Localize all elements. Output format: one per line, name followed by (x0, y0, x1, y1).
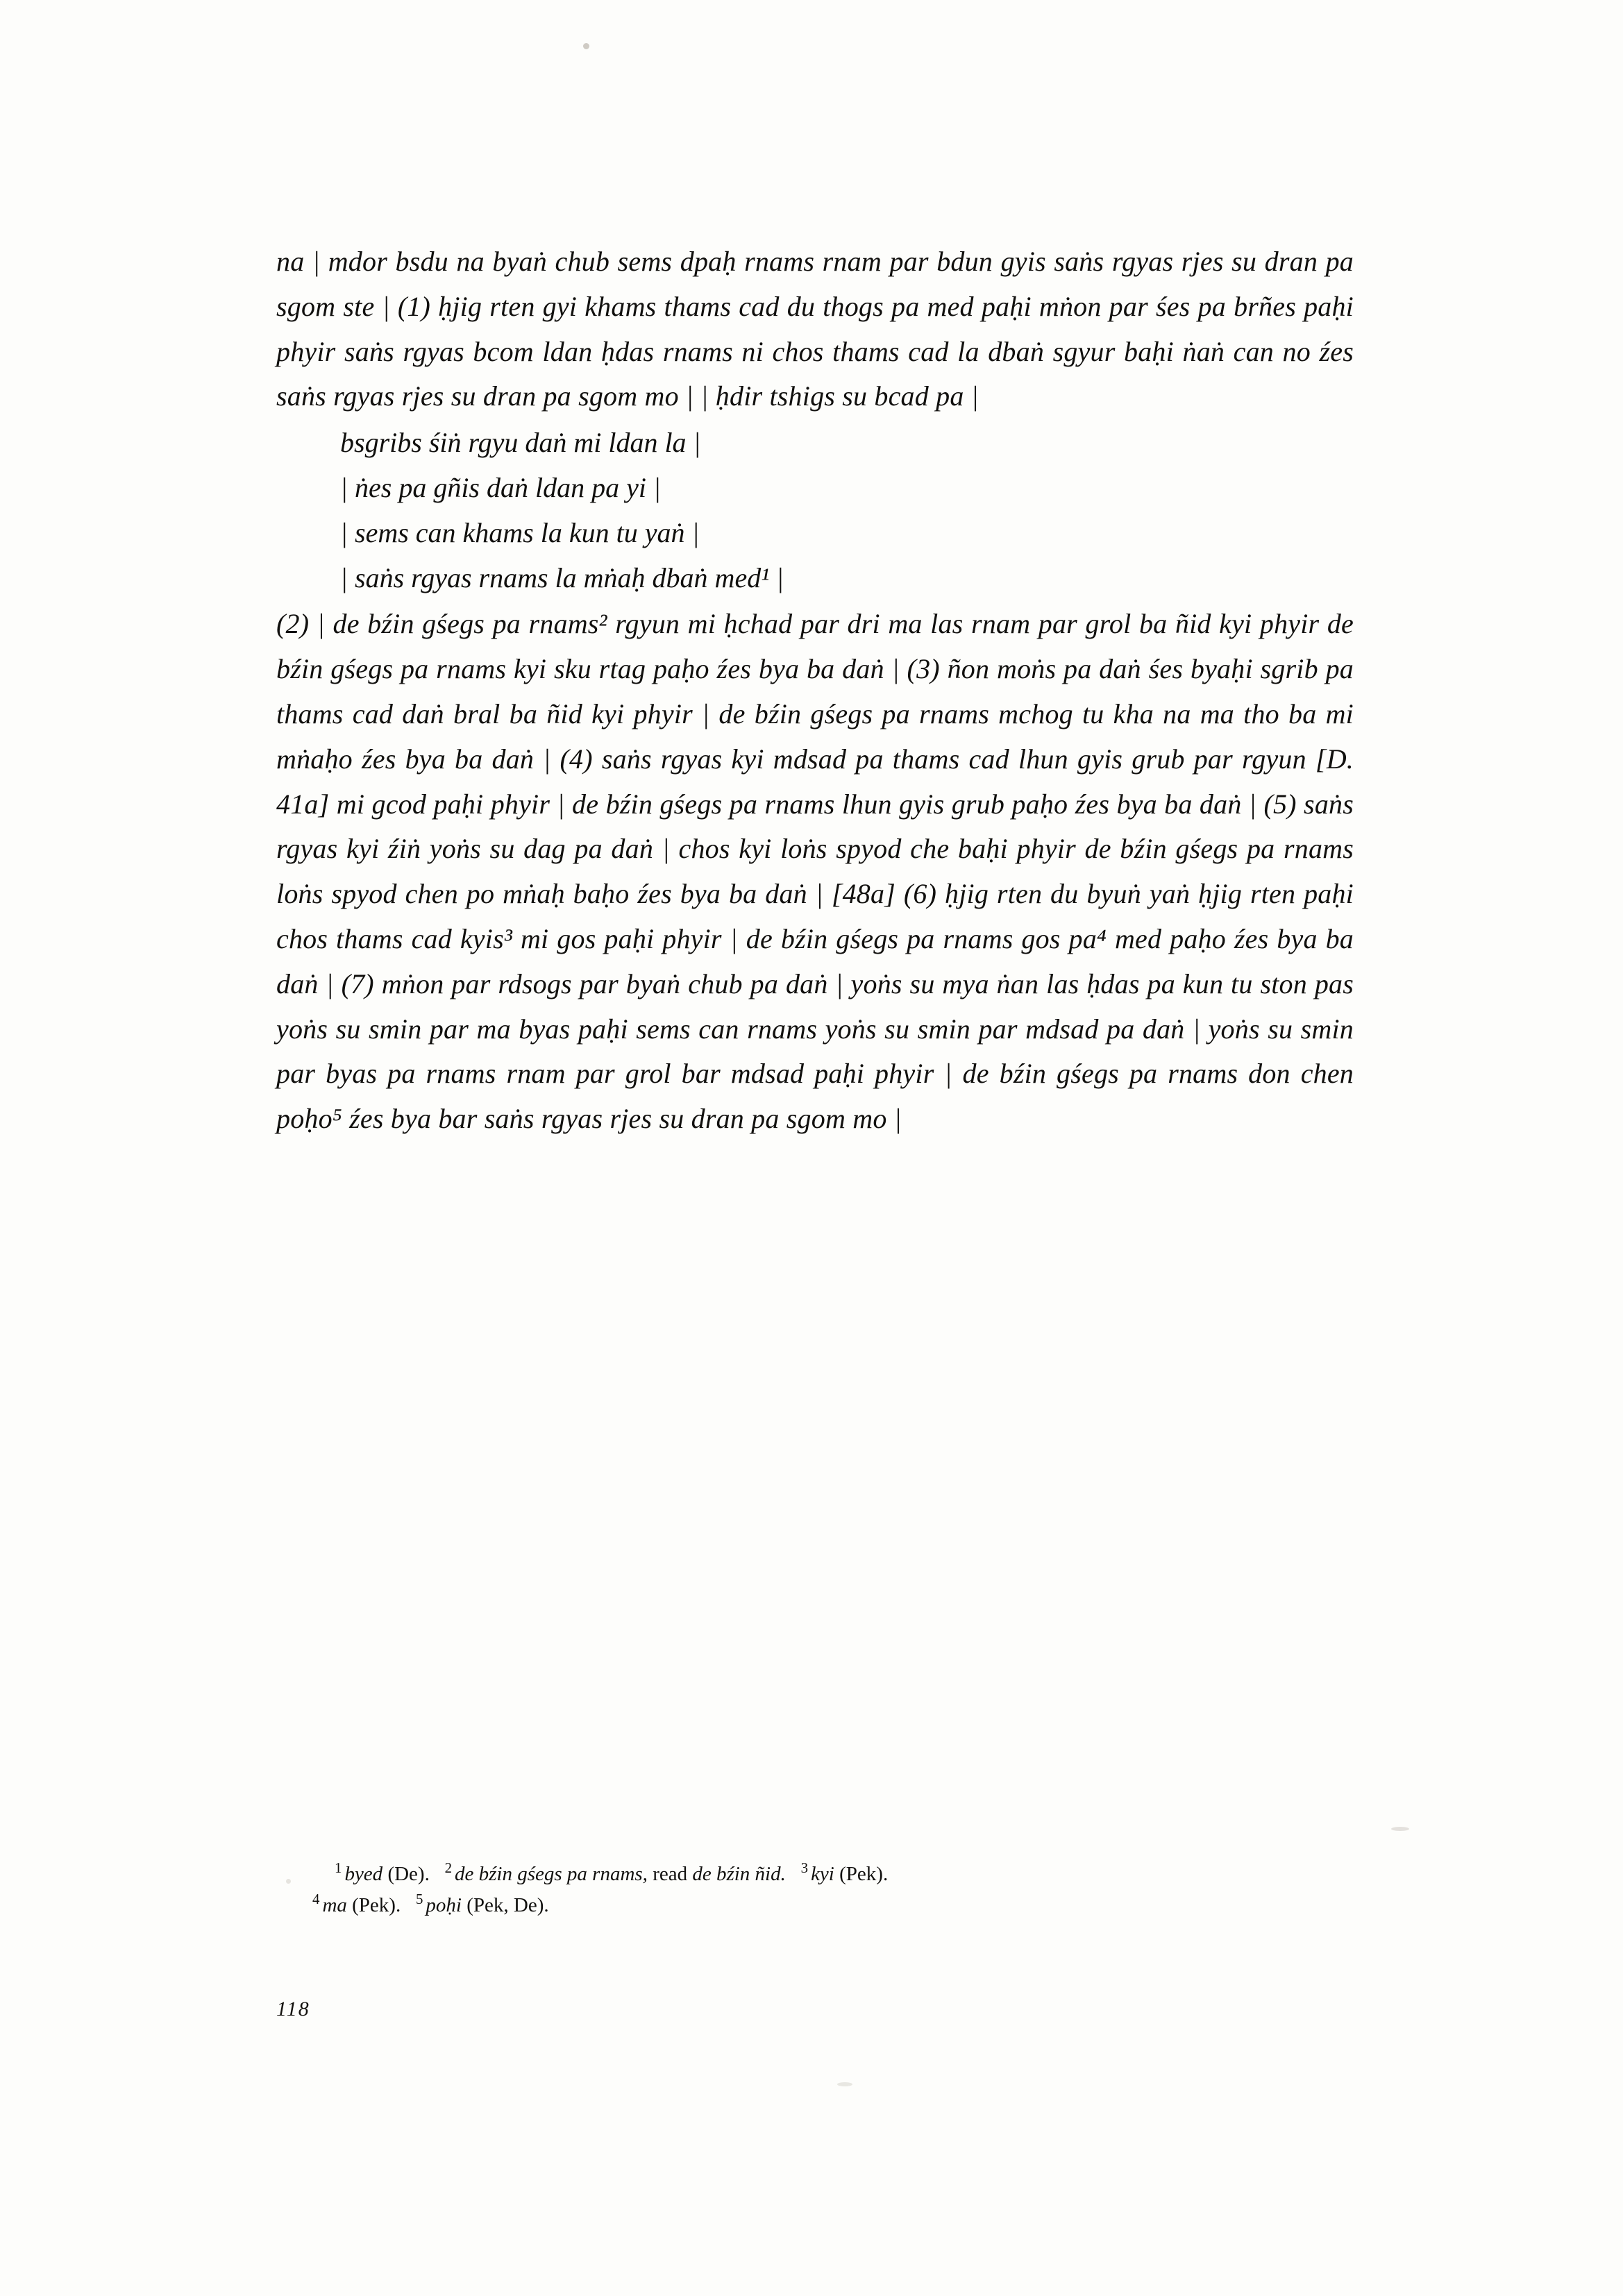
paragraph-second: (2) | de bźin gśegs pa rnams² rgyun mi ḥchad par dri ma las rnam par grol ba ñid kyi phyir de bźin gśegs pa rnams kyi sku rtag paḥo źes bya ba daṅ | (3) ñon moṅs pa daṅ śes byaḥi sgrib pa thams cad daṅ bral ba ñid kyi phyir | de bźin gśegs pa rnams mchog tu kha na ma tho ba mi mṅaḥo źes bya ba daṅ | (4) saṅs rgyas kyi mdsad pa thams cad lhun gyis grub par rgyun [D. 41a] mi gcod paḥi phyir | de bźin gśegs pa rnams lhun gyis grub paḥo źes bya ba daṅ | (5) saṅs rgyas kyi źiṅ yoṅs su dag pa daṅ | chos kyi loṅs spyod che baḥi phyir de bźin gśegs pa rnams loṅs spyod chen po mṅaḥ baḥo źes bya ba daṅ | [48a] (6) ḥjig rten du byuṅ yaṅ ḥjig rten paḥi chos thams cad kyis³ mi gos paḥi phyir | de bźin gśegs pa rnams gos pa⁴ med paḥo źes bya ba daṅ | (7) mṅon par rdsogs par byaṅ chub pa daṅ | yoṅs su mya ṅan las ḥdas pa kun tu ston pas yoṅs su smin par ma byas paḥi sems can rnams yoṅs su smin par mdsad pa daṅ | yoṅs su smin par byas pa rnams rnam par grol bar mdsad paḥi phyir | de bźin gśegs pa rnams don chen poḥo⁵ źes bya bar saṅs rgyas rjes su dran pa sgom mo | (276, 608, 1354, 1135)
footnote-source: (De). (387, 1863, 430, 1885)
paragraph-first: na | mdor bsdu na byaṅ chub sems dpaḥ rnams rnam par bdun gyis saṅs rgyas rjes su dran pa sgom ste | (1) ḥjig rten gyi khams thams cad du thogs pa med paḥi mṅon par śes pa brñes paḥi phyir saṅs rgyas bcom ldan ḥdas rnams ni chos thams cad la dbaṅ sgyur baḥi ṅaṅ can no źes saṅs rgyas rjes su dran pa sgom mo | | ḥdir tshigs su bcad pa | (276, 246, 1354, 412)
footnote-text: poḥi (426, 1893, 462, 1916)
footnote-text: ma (322, 1893, 347, 1916)
footnote-line-2 (276, 1890, 1354, 1921)
verse-line: | saṅs rgyas rnams la mṅaḥ dbaṅ med¹ | (340, 562, 784, 593)
footnote-text: de bźin gśegs pa rnams, (455, 1863, 648, 1885)
footnote-note: read (653, 1863, 688, 1885)
footnote-source: (Pek). (839, 1863, 889, 1885)
page-speck (1391, 1827, 1409, 1831)
footnote-marker: 2 (444, 1859, 453, 1877)
footnote-reading: de bźin ñid. (692, 1863, 786, 1885)
footnote-text: byed (344, 1863, 383, 1885)
footnote-section (276, 1859, 1354, 1921)
page-speck (837, 2082, 852, 2086)
verse-block (276, 421, 1354, 600)
footnote-text: kyi (811, 1863, 834, 1885)
page-number: 118 (276, 1998, 310, 2020)
footnote-marker: 1 (335, 1859, 342, 1877)
footnote-marker: 4 (312, 1891, 320, 1908)
footnote-line-1 (276, 1859, 1354, 1890)
verse-line: | sems can khams la kun tu yaṅ | (340, 516, 700, 548)
footnote-source: (Pek). (352, 1893, 401, 1916)
footnote-marker: 5 (415, 1891, 423, 1908)
page-speck (583, 43, 589, 49)
footnote-marker: 3 (800, 1859, 809, 1877)
page-body (276, 239, 1354, 1142)
footnote-source: (Pek, De). (466, 1893, 549, 1916)
verse-line: | ṅes pa gñis daṅ ldan pa yi | (340, 471, 661, 503)
verse-line: bsgribs śiṅ rgyu daṅ mi ldan la | (340, 427, 701, 459)
